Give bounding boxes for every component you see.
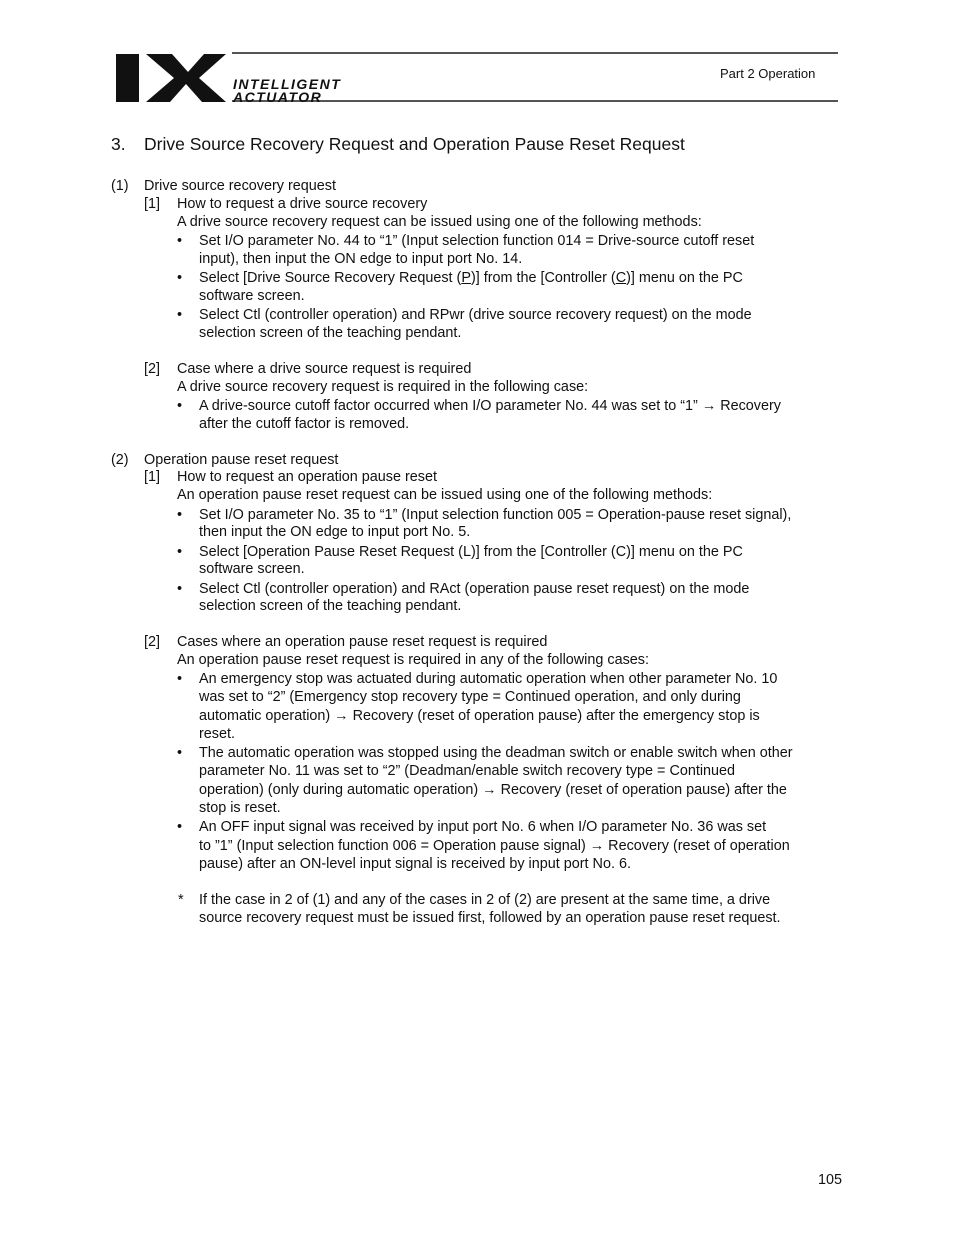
bullet-line: Select Ctl (controller operation) and RPwr (drive source recovery request) on the mode xyxy=(199,307,752,323)
bullet-dot: • xyxy=(177,819,183,835)
bullet-line: software screen. xyxy=(199,288,305,304)
bullet-line: input), then input the ON edge to input port No. 14. xyxy=(199,251,523,267)
bullet-line: A drive-source cutoff factor occurred when I/O parameter No. 44 was set to “1” → Recovery xyxy=(199,398,781,414)
bullet-line: Select [Operation Pause Reset Request (L)] from the [Controller (C)] menu on the PC xyxy=(199,544,743,560)
bullet-line: software screen. xyxy=(199,561,305,577)
note-mark: * xyxy=(178,892,184,908)
part2-sub1-intro: An operation pause reset request can be issued using one of the following methods: xyxy=(177,487,713,503)
section-number: 3. xyxy=(111,134,126,154)
part1-number: (1) xyxy=(111,178,129,194)
bullet-line: Select [Drive Source Recovery Request (P)] from the [Controller (C)] menu on the PC xyxy=(199,270,743,286)
part1-sub2-intro: A drive source recovery request is required in the following case: xyxy=(177,379,589,395)
bullet-dot: • xyxy=(177,398,183,414)
bullet-line: Select Ctl (controller operation) and RAct (operation pause reset request) on the mode xyxy=(199,581,750,597)
part2-sub2-number: [2] xyxy=(144,634,160,650)
bullet-dot: • xyxy=(177,581,183,597)
ix-logo xyxy=(113,52,403,109)
bullet-line: automatic operation) → Recovery (reset of operation pause) after the emergency stop is xyxy=(199,708,760,724)
part2-sub1-title: How to request an operation pause reset xyxy=(177,469,437,485)
part2-title: Operation pause reset request xyxy=(144,452,339,468)
bullet-line: was set to “2” (Emergency stop recovery type = Continued operation, and only during xyxy=(199,689,741,705)
bullet-dot: • xyxy=(177,270,183,286)
part1-sub2-number: [2] xyxy=(144,361,160,377)
part1-sub2-title: Case where a drive source request is required xyxy=(177,361,472,377)
section-title-text: Drive Source Recovery Request and Operation Pause Reset Request xyxy=(144,134,685,154)
part2-number: (2) xyxy=(111,452,129,468)
bullet-line: then input the ON edge to input port No. 5. xyxy=(199,524,471,540)
page-number: 105 xyxy=(818,1172,843,1188)
bullet-line: An emergency stop was actuated during automatic operation when other parameter No. 10 xyxy=(199,671,778,687)
brand-line2: ACTUATOR xyxy=(233,89,323,104)
bullet-dot: • xyxy=(177,671,183,687)
part2-sub2-intro: An operation pause reset request is required in any of the following cases: xyxy=(177,652,649,668)
bullet-line: selection screen of the teaching pendant. xyxy=(199,598,462,614)
bullet-line: to ”1” (Input selection function 006 = Operation pause signal) → Recovery (reset of operation xyxy=(199,838,790,854)
part-label: Part 2 Operation xyxy=(720,66,816,81)
bullet-dot: • xyxy=(177,544,183,560)
bullet-dot: • xyxy=(177,745,183,761)
bullet-line: parameter No. 11 was set to “2” (Deadman/enable switch recovery type = Continued xyxy=(199,763,736,779)
part1-sub1-number: [1] xyxy=(144,196,160,212)
part1-sub1-intro: A drive source recovery request can be issued using one of the following methods: xyxy=(177,214,702,230)
note-line: source recovery request must be issued first, followed by an operation pause reset request. xyxy=(199,910,781,926)
brand-line1: INTELLIGENT xyxy=(233,76,342,92)
bullet-dot: • xyxy=(177,307,183,323)
section-title xyxy=(111,134,685,155)
bullet-line: The automatic operation was stopped using the deadman switch or enable switch when other xyxy=(199,745,793,761)
note-line: If the case in 2 of (1) and any of the cases in 2 of (2) are present at the same time, a drive xyxy=(199,892,771,908)
bullet-line: stop is reset. xyxy=(199,800,281,816)
bullet-dot: • xyxy=(177,233,183,249)
part2-sub1-number: [1] xyxy=(144,469,160,485)
bullet-line: operation) (only during automatic operation) → Recovery (reset of operation pause) after the xyxy=(199,782,787,798)
bullet-line: after the cutoff factor is removed. xyxy=(199,416,410,432)
part2-sub2-title: Cases where an operation pause reset request is required xyxy=(177,634,548,650)
bullet-line: pause) after an ON-level input signal is received by input port No. 6. xyxy=(199,856,631,872)
bullet-line: selection screen of the teaching pendant. xyxy=(199,325,462,341)
bullet-line: Set I/O parameter No. 35 to “1” (Input selection function 005 = Operation-pause reset signal), xyxy=(199,507,792,523)
part1-title: Drive source recovery request xyxy=(144,178,336,194)
bullet-dot: • xyxy=(177,507,183,523)
bullet-line: reset. xyxy=(199,726,235,742)
part1-sub1-title: How to request a drive source recovery xyxy=(177,196,428,212)
bullet-line: Set I/O parameter No. 44 to “1” (Input selection function 014 = Drive-source cutoff reset xyxy=(199,233,755,249)
bullet-line: An OFF input signal was received by input port No. 6 when I/O parameter No. 36 was set xyxy=(199,819,767,835)
